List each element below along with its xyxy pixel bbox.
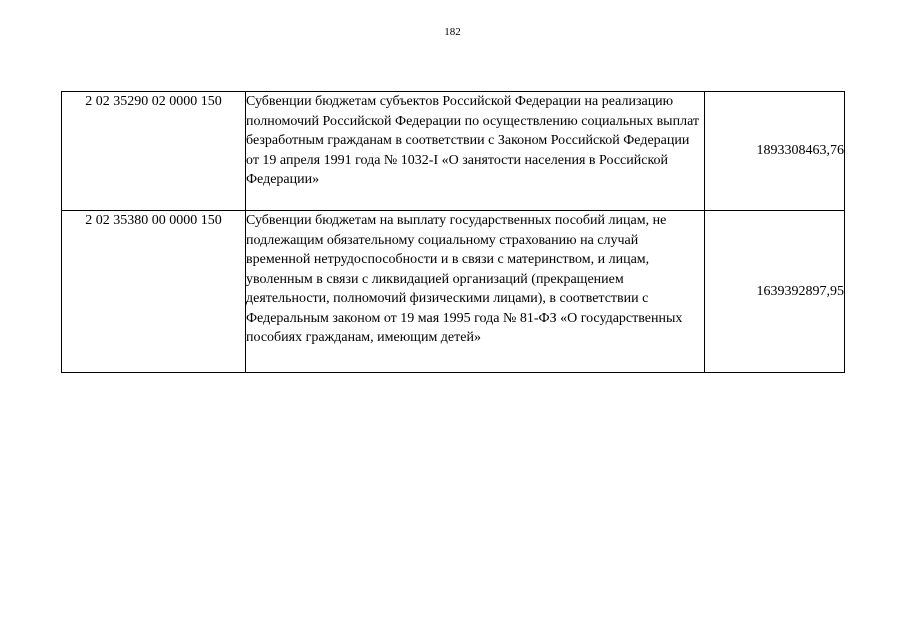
- amount-cell: 1639392897,95: [705, 211, 845, 373]
- amount-cell: 1893308463,76: [705, 92, 845, 211]
- budget-table-body: [62, 92, 845, 373]
- description-cell: Субвенции бюджетам субъектов Российской Федерации на реализацию полномочий Российской Федерации по осуществлению социальных выплат безработным гражданам в соответствии с Законом Российской Федерации от 19 апреля 1991 года № 1032-I «О занятости населения в Российской Федерации»: [246, 92, 705, 211]
- table-row: [62, 92, 845, 211]
- description-cell: Субвенции бюджетам на выплату государственных пособий лицам, не подлежащим обязательному социальному страхованию на случай временной нетрудоспособности и в связи с материнством, и лицам, уволенным в связи с ликвидацией организаций (прекращением деятельности, полномочий физическими лицами), в соответствии с Федеральным законом от 19 мая 1995 года № 81-ФЗ «О государственных пособиях гражданам, имеющим детей»: [246, 211, 705, 373]
- budget-code-cell: 2 02 35290 02 0000 150: [62, 92, 246, 211]
- table-row: [62, 211, 845, 373]
- page-number: 182: [444, 26, 461, 38]
- budget-table: [61, 91, 845, 373]
- budget-code-cell: 2 02 35380 00 0000 150: [62, 211, 246, 373]
